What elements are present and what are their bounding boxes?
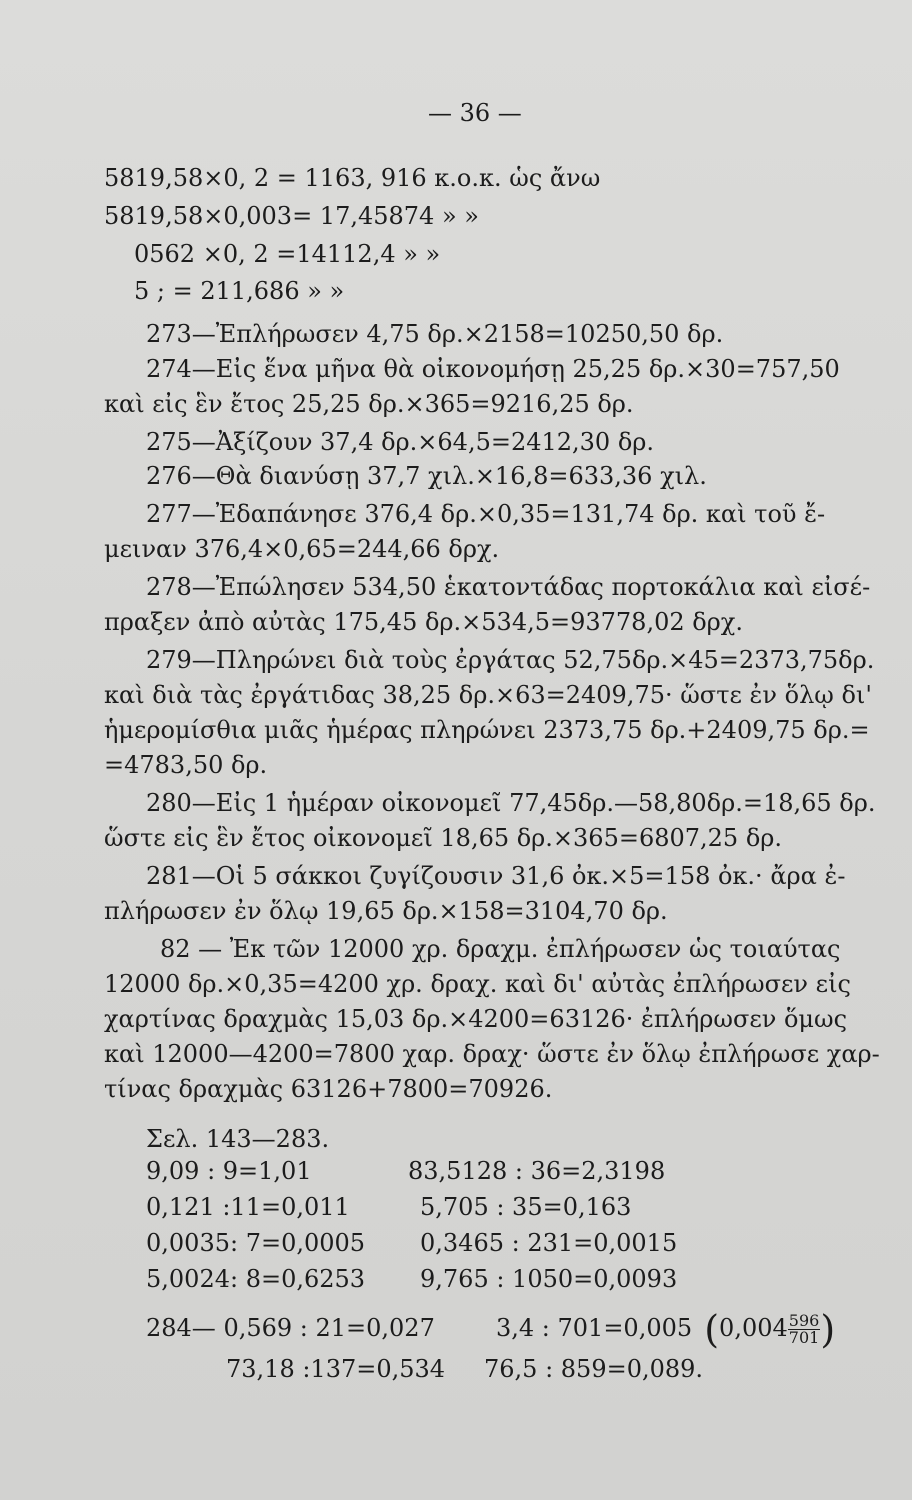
fraction-whole: 0,004 [719, 1314, 788, 1342]
fraction [788, 1313, 821, 1346]
division-right: 76,5 : 859=0,089. [484, 1355, 704, 1383]
text-line: 5819,58×0,003= 17,45874 » » [104, 202, 479, 230]
text-line: 5 ; = 211,686 » » [134, 277, 345, 305]
division-left: 5,0024: 8=0,6253 [146, 1265, 366, 1293]
division-left: 73,18 :137=0,534 [226, 1355, 446, 1383]
text-line: μειναν 376,4×0,65=244,66 δρχ. [104, 535, 500, 563]
text-line: καὶ 12000—4200=7800 χαρ. δραχ· ὥστε ἐν ὅλῳ ἐπλήρωσε χαρ- [104, 1040, 880, 1068]
division-right: 83,5128 : 36=2,3198 [408, 1157, 666, 1185]
text-line: χαρτίνας δραχμὰς 15,03 δρ.×4200=63126· ἐπλήρωσεν ὅμως [104, 1005, 848, 1033]
text-line: 277—Ἐδαπάνησε 376,4 δρ.×0,35=131,74 δρ. καὶ τοῦ ἔ- [146, 500, 826, 528]
open-parenthesis: ( [692, 1307, 720, 1352]
division-right: 9,765 : 1050=0,0093 [420, 1265, 678, 1293]
text-line: 279—Πληρώνει διὰ τοὺς ἐργάτας 52,75δρ.×45=2373,75δρ. [146, 646, 875, 674]
text-line: ἡμερομίσθια μιᾶς ἡμέρας πληρώνει 2373,75 δρ.+2409,75 δρ.= [104, 716, 870, 744]
division-expression: 3,4 : 701=0,005 [496, 1314, 693, 1342]
fraction-denominator: 701 [788, 1328, 820, 1347]
page-number: — 36 — [428, 99, 522, 127]
division-right: 0,3465 : 231=0,0015 [420, 1229, 678, 1257]
text-line: 82 — Ἐκ τῶν 12000 χρ. δραχμ. ἐπλήρωσεν ὡς τοιαύτας [160, 935, 841, 963]
division-right: 5,705 : 35=0,163 [420, 1193, 632, 1221]
text-line: ὥστε εἰς ἓν ἔτος οἰκονομεῖ 18,65 δρ.×365=6807,25 δρ. [104, 824, 783, 852]
text-line: =4783,50 δρ. [104, 751, 268, 779]
division-right [496, 1307, 836, 1352]
division-left: 0,0035: 7=0,0005 [146, 1229, 366, 1257]
fraction-numerator: 596 [788, 1311, 820, 1330]
text-line: πλήρωσεν ἐν ὅλῳ 19,65 δρ.×158=3104,70 δρ. [104, 897, 668, 925]
text-line: καὶ εἰς ἓν ἔτος 25,25 δρ.×365=9216,25 δρ. [104, 390, 634, 418]
close-parenthesis: ) [820, 1307, 836, 1352]
text-line: 0562 ×0, 2 =14112,4 » » [134, 240, 441, 268]
text-line: 275—Ἀξίζουν 37,4 δρ.×64,5=2412,30 δρ. [146, 428, 655, 456]
text-line: 278—Ἐπώλησεν 534,50 ἑκατοντάδας πορτοκάλια καὶ εἰσέ- [146, 573, 871, 601]
division-left: 284— 0,569 : 21=0,027 [146, 1314, 435, 1342]
text-line: 274—Εἰς ἕνα μῆνα θὰ οἰκονομήσῃ 25,25 δρ.×30=757,50 [146, 355, 840, 383]
division-left: 9,09 : 9=1,01 [146, 1157, 312, 1185]
text-line: 273—Ἐπλήρωσεν 4,75 δρ.×2158=10250,50 δρ. [146, 320, 724, 348]
text-line: 12000 δρ.×0,35=4200 χρ. δραχ. καὶ δι' αὐτὰς ἐπλήρωσεν εἰς [104, 970, 851, 998]
division-left: 0,121 :11=0,011 [146, 1193, 350, 1221]
section-heading: Σελ. 143—283. [146, 1125, 330, 1153]
text-line: 276—Θὰ διανύσῃ 37,7 χιλ.×16,8=633,36 χιλ. [146, 462, 707, 490]
text-line: 280—Εἰς 1 ἡμέραν οἰκονομεῖ 77,45δρ.—58,80δρ.=18,65 δρ. [146, 789, 876, 817]
text-line: τίνας δραχμὰς 63126+7800=70926. [104, 1075, 553, 1103]
text-line: 281—Οἱ 5 σάκκοι ζυγίζουσιν 31,6 ὀκ.×5=158 ὀκ.· ἄρα ἐ- [146, 862, 846, 890]
text-line: πραξεν ἀπὸ αὐτὰς 175,45 δρ.×534,5=93778,02 δρχ. [104, 608, 743, 636]
text-line: 5819,58×0, 2 = 1163, 916 κ.ο.κ. ὡς ἄνω [104, 164, 601, 192]
text-line: καὶ διὰ τὰς ἐργάτιδας 38,25 δρ.×63=2409,75· ὥστε ἐν ὅλῳ δι' [104, 681, 872, 709]
